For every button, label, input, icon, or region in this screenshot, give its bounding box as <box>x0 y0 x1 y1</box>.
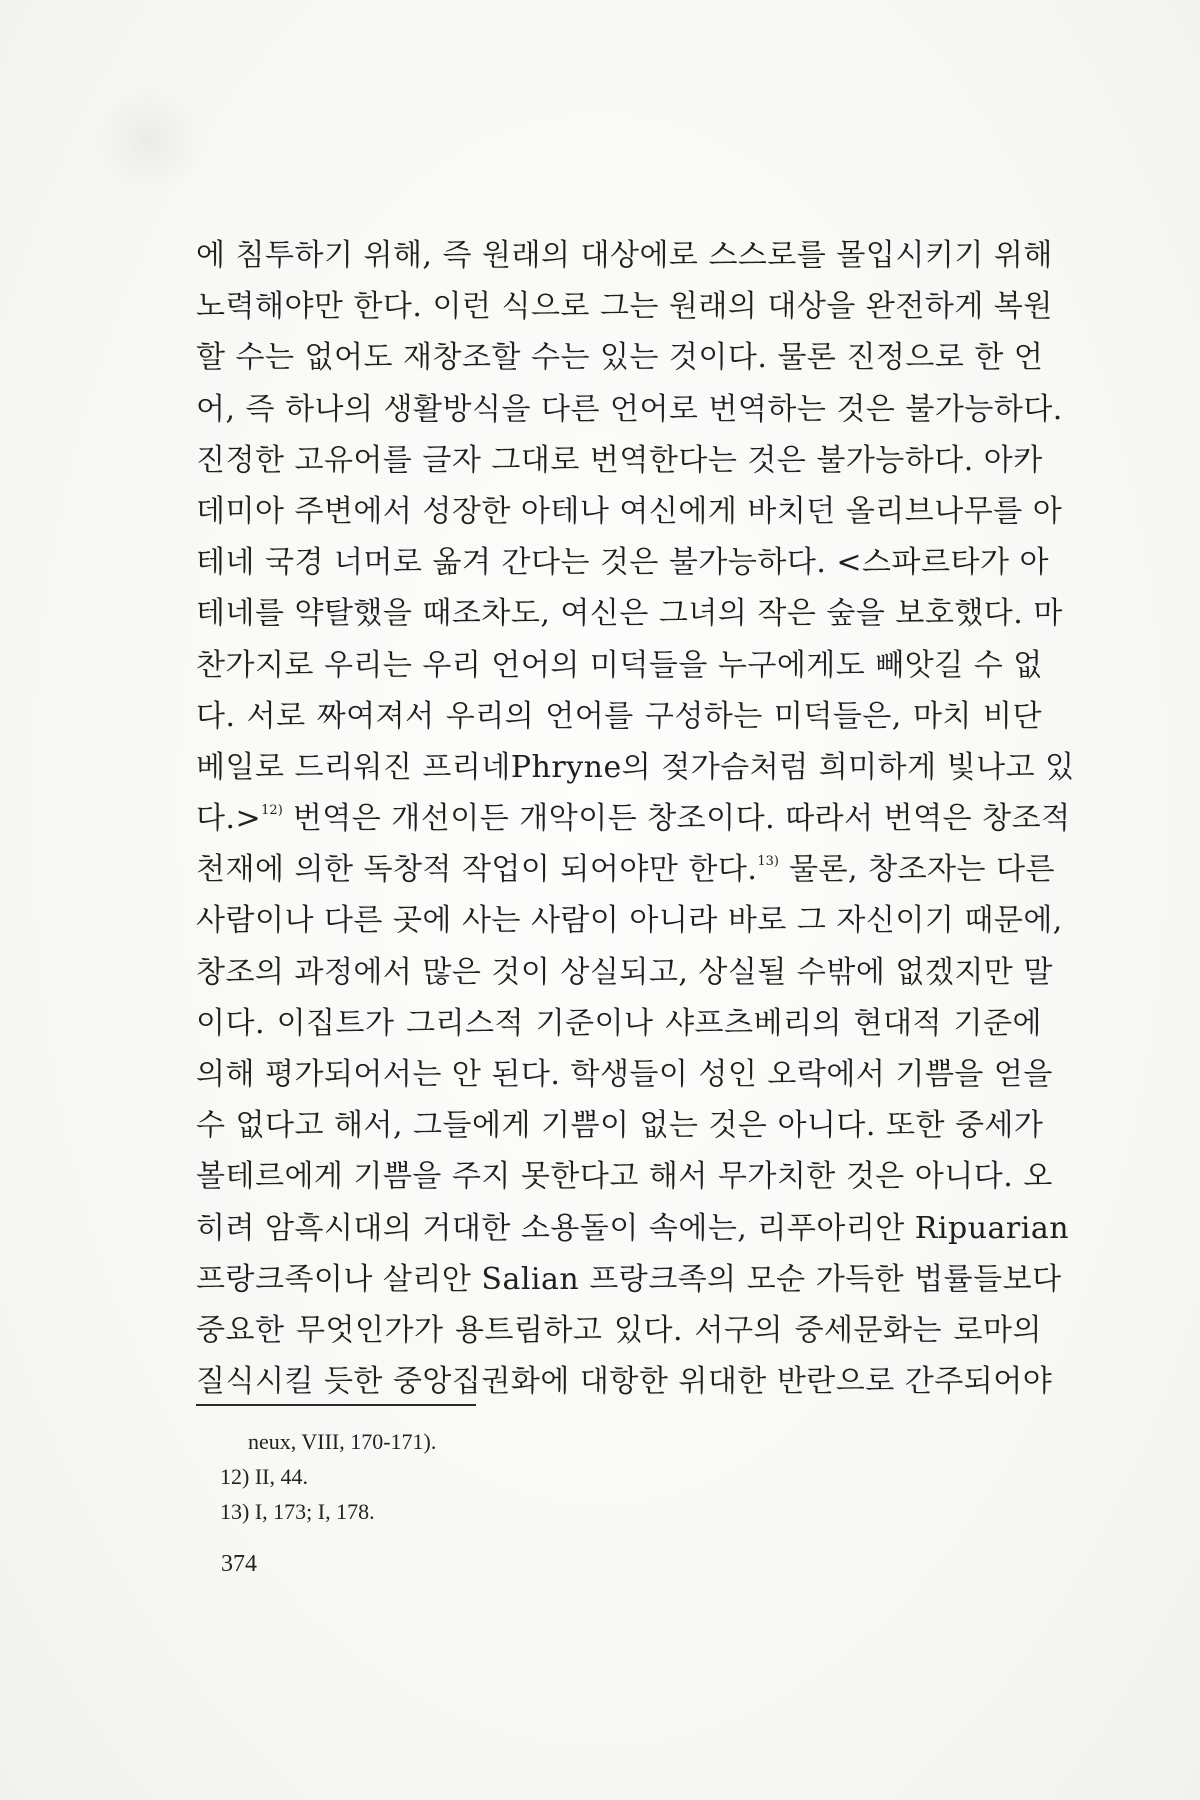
text-line-with-footnote-12 <box>196 793 1071 844</box>
text-line: 수 없다고 해서, 그들에게 기쁨이 없는 것은 아니다. 또한 중세가 <box>196 1108 1044 1144</box>
text-line: 프랑크족이나 살리안 Salian 프랑크족의 모순 가득한 법률들보다 <box>196 1261 1062 1297</box>
page-number: 374 <box>221 1551 257 1577</box>
text-line: 볼테르에게 기쁨을 주지 못한다고 해서 무가치한 것은 아니다. 오 <box>196 1159 1053 1195</box>
text-line: 의해 평가되어서는 안 된다. 학생들이 성인 오락에서 기쁨을 얻을 <box>196 1057 1053 1092</box>
text-line: 테네를 약탈했을 때조차도, 여신은 그녀의 작은 숲을 보호했다. 마 <box>196 596 1063 632</box>
text-line: 노력해야만 한다. 이런 식으로 그는 원래의 대상을 완전하게 복원 <box>196 289 1053 325</box>
text-line: 데미아 주변에서 성장한 아테나 여신에게 바치던 올리브나무를 아 <box>196 493 1063 529</box>
text-line: 창조의 과정에서 많은 것이 상실되고, 상실될 수밖에 없겠지만 말 <box>196 954 1053 990</box>
footnote-12: 12) II, 44. <box>220 1464 308 1489</box>
text-line: 에 침투하기 위해, 즉 원래의 대상에로 스스로를 몰입시키기 위해 <box>196 238 1053 273</box>
text-line: 다. 서로 짜여져서 우리의 언어를 구성하는 미덕들은, 마치 비단 <box>196 698 1042 734</box>
body-text <box>196 230 1075 1407</box>
line-segment: 천재에 의한 독창적 작업이 되어야만 한다. <box>196 852 758 888</box>
text-line: 테네 국경 너머로 옮겨 간다는 것은 불가능하다. <스파르타가 아 <box>196 545 1049 581</box>
text-line: 사람이나 다른 곳에 사는 사람이 아니라 바로 그 자신이기 때문에, <box>196 903 1063 939</box>
text-line: 어, 즉 하나의 생활방식을 다른 언어로 번역하는 것은 불가능하다. <box>196 391 1063 427</box>
text-line: 히려 암흑시대의 거대한 소용돌이 속에는, 리푸아리안 Ripuarian <box>196 1210 1070 1246</box>
footnote-ref-12: 12) <box>261 803 283 819</box>
text-line: 찬가지로 우리는 우리 언어의 미덕들을 누구에게도 빼앗길 수 없 <box>196 647 1043 683</box>
text-line: 질식시킬 듯한 중앙집권화에 대항한 위대한 반란으로 간주되어야 <box>196 1364 1053 1400</box>
text-line: 중요한 무엇인가가 용트림하고 있다. 서구의 중세문화는 로마의 <box>196 1312 1042 1348</box>
line-segment: 다.> <box>196 801 262 837</box>
footnote-13: 13) I, 173; I, 178. <box>220 1499 375 1524</box>
text-line: 이다. 이집트가 그리스적 기준이나 샤프츠베리의 현대적 기준에 <box>196 1005 1042 1041</box>
text-line: 진정한 고유어를 글자 그대로 번역한다는 것은 불가능하다. 아카 <box>196 442 1043 478</box>
text-line-with-footnote-13 <box>196 844 1055 895</box>
line-segment: 물론, 창조자는 다른 <box>779 852 1055 888</box>
text-line: 베일로 드리워진 프리네Phryne의 젖가슴처럼 희미하게 빛나고 있 <box>196 749 1075 785</box>
footnotes <box>220 1424 436 1529</box>
footnote-continued: neux, VIII, 170-171). <box>248 1429 437 1454</box>
line-segment: 번역은 개선이든 개악이든 창조이다. 따라서 번역은 창조적 <box>282 801 1071 837</box>
scan-smudge <box>95 85 205 195</box>
footnote-ref-13: 13) <box>757 854 780 870</box>
footnote-divider <box>196 1404 476 1406</box>
text-line: 할 수는 없어도 재창조할 수는 있는 것이다. 물론 진정으로 한 언 <box>196 340 1044 376</box>
